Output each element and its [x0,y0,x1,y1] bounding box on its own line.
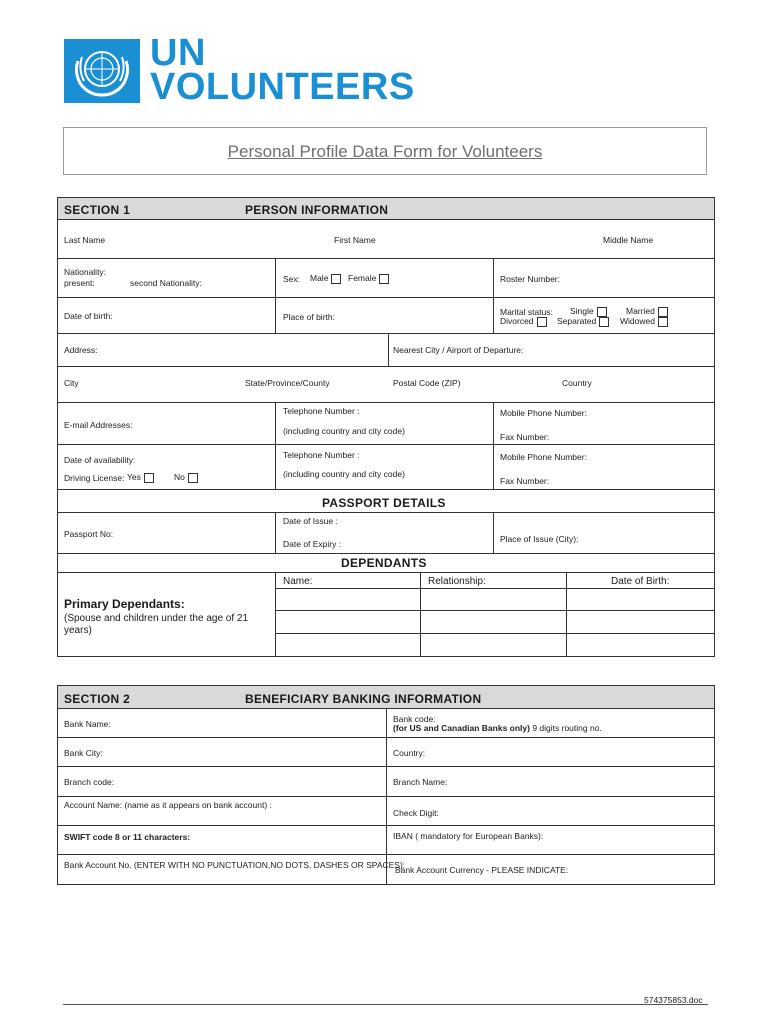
divorced-checkbox[interactable] [537,317,547,327]
dep-col-name: Name: [283,576,313,587]
male-option[interactable]: Male [310,273,341,284]
bank-code-note: (for US and Canadian Banks only) 9 digits routing no. [393,723,602,733]
yes-checkbox[interactable] [144,473,154,483]
first-name-label: First Name [334,235,376,245]
fax1-label: Fax Number: [500,432,550,442]
section2-label: SECTION 2 [64,692,131,706]
logo-wordmark: UN VOLUNTEERS [150,32,415,108]
address-label: Address: [64,345,98,355]
bank-city-label: Bank City: [64,748,103,758]
date-expiry-label: Date of Expiry : [283,539,342,549]
separated-checkbox[interactable] [599,317,609,327]
nationality-label: Nationality: [64,267,107,277]
widowed-checkbox[interactable] [658,317,668,327]
roster-number-label: Roster Number: [500,274,560,284]
form-title: Personal Profile Data Form for Volunteers [227,142,543,161]
place-issue-label: Place of Issue (City): [500,534,579,544]
nearest-city-label: Nearest City / Airport of Departure: [393,345,524,355]
telephone1-label: Telephone Number : [283,406,360,416]
primary-desc-line1: (Spouse and children under the age of 21 [64,613,249,624]
female-checkbox[interactable] [379,274,389,284]
male-checkbox[interactable] [331,274,341,284]
mobile1-label: Mobile Phone Number: [500,408,587,418]
present-label: present: [64,278,95,288]
primary-dependants-label: Primary Dependants: [64,597,185,611]
doc-id: 574375853.doc [644,995,703,1005]
country-label: Country [562,378,592,388]
swift-label: SWIFT code 8 or 11 characters: [64,832,191,842]
state-label: State/Province/County [245,378,330,388]
title-box [63,127,707,175]
including1-label: (including country and city code) [283,426,405,436]
no-option[interactable]: No [174,472,198,483]
dob-label: Date of birth: [64,311,113,321]
iban-label: IBAN ( mandatory for European Banks): [393,831,544,841]
widowed-option[interactable]: Widowed [620,316,668,327]
account-name-label: Account Name: (name as it appears on bank account) : [64,800,272,810]
passport-no-label: Passport No: [64,529,114,539]
un-emblem-logo [64,39,140,103]
postal-label: Postal Code (ZIP) [393,378,461,388]
branch-name-label: Branch Name: [393,777,448,787]
primary-desc-line2: years) [64,625,92,636]
currency-label: Bank Account Currency - PLEASE INDICATE: [395,865,569,875]
branch-code-label: Branch code: [64,777,115,787]
last-name-label: Last Name [64,235,106,245]
section2-heading: BENEFICIARY BANKING INFORMATION [245,692,482,706]
dep-col-dob: Date of Birth: [611,576,670,587]
female-option[interactable]: Female [348,273,389,284]
availability-label: Date of availability: [64,455,136,465]
account-no-label: Bank Account No. (ENTER WITH NO PUNCTUATION,NO DOTS, DASHES OR SPACES): [64,860,406,870]
second-nationality-label: second Nationality: [130,278,202,288]
fax2-label: Fax Number: [500,476,550,486]
yes-option[interactable]: Yes [127,472,154,483]
sex-label: Sex: [283,274,301,284]
dep-col-relationship: Relationship: [428,576,486,587]
divorced-option[interactable]: Divorced [500,316,547,327]
section1-label: SECTION 1 [64,203,131,217]
bank-name-label: Bank Name: [64,719,111,729]
single-option[interactable]: Single [570,306,607,317]
no-checkbox[interactable] [188,473,198,483]
married-option[interactable]: Married [626,306,668,317]
section1-heading: PERSON INFORMATION [245,203,389,217]
mobile2-label: Mobile Phone Number: [500,452,587,462]
passport-heading: PASSPORT DETAILS [322,496,446,510]
bank-code-label: Bank code: [393,714,436,724]
marital-status-label: Marital status: [500,307,553,317]
date-issue-label: Date of Issue : [283,516,338,526]
bank-country-label: Country: [393,748,426,758]
place-of-birth-label: Place of birth: [283,312,335,322]
check-digit-label: Check Digit: [393,808,439,818]
footer-rule [63,1004,708,1005]
driving-label: Driving License: [64,473,125,483]
dependants-heading: DEPENDANTS [341,556,427,570]
separated-option[interactable]: Separated [557,316,609,327]
including2-label: (including country and city code) [283,469,405,479]
telephone2-label: Telephone Number : [283,450,360,460]
email-label: E-mail Addresses: [64,420,133,430]
city-label: City [64,378,79,388]
middle-name-label: Middle Name [603,235,654,245]
